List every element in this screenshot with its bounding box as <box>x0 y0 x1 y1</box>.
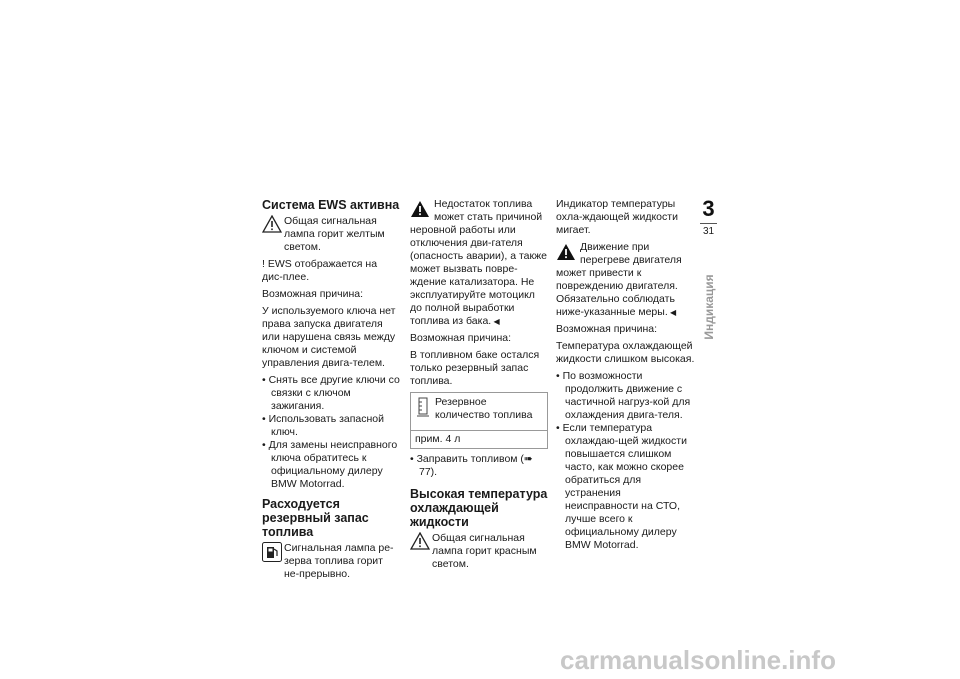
possible-cause-label: Возможная причина: <box>262 288 364 300</box>
heading-coolant: Высокая температура охлаждающей жидкости <box>410 487 548 529</box>
warning-triangle-icon <box>410 532 430 550</box>
chapter-number: 3 <box>702 196 715 221</box>
lamp-general-red <box>410 532 548 571</box>
warning-triangle-icon <box>262 215 282 233</box>
list-item: • Заправить топливом (➠ 77). <box>410 453 548 479</box>
warning-triangle-filled-icon <box>410 200 430 218</box>
overheat-warning <box>556 241 696 319</box>
warning-triangle-filled-icon <box>556 243 576 261</box>
ews-bullets <box>262 374 400 491</box>
heading-ews: Система EWS активна <box>262 198 400 212</box>
spec-header <box>411 393 547 430</box>
heading-fuel-reserve: Расходуется резервный запас топлива <box>262 497 369 539</box>
cause-text: Температура охлаждающей жидкости слишком высокая. <box>556 340 695 365</box>
list-item: • Для замены неисправного ключа обратитесь к официальному дилеру BMW Motorrad. <box>262 439 400 491</box>
overheat-warning-text: Движение при перегреве двигателя может привести к повреждению двигателя. Обязательно соблюдать ниже-указанные меры. ◀ <box>556 241 682 318</box>
ews-display-text: ! EWS отображается на дис-плее. <box>262 258 378 283</box>
section-label <box>700 272 717 342</box>
spec-label: Резервное количество топлива <box>435 396 533 421</box>
possible-cause-label: Возможная причина: <box>556 323 658 335</box>
tab-divider <box>700 223 717 224</box>
lamp3-text: Общая сигнальная лампа горит красным светом. <box>432 532 537 570</box>
watermark: carmanualsonline.info <box>560 645 836 675</box>
spec-value: прим. 4 л <box>411 430 547 448</box>
fuel-bullets <box>410 453 548 479</box>
coolant-indicator-text: Индикатор температуры охла-ждающей жидкости мигает. <box>556 198 678 236</box>
chapter-tab <box>700 197 717 237</box>
lamp-fuel-reserve <box>262 542 400 581</box>
fuel-warning-text: Недостаток топлива может стать причиной неровной работы или отключения дви-гателя (опасность аварии), а также может вызвать повре-ждение катализатора. <box>410 198 547 288</box>
list-item: • По возможности продолжить движение с частичной нагруз-кой для охлаждения двига-теля. <box>556 370 696 422</box>
page-number: 31 <box>702 226 715 237</box>
fuel-warning <box>410 198 548 328</box>
column-3 <box>556 198 696 556</box>
fuel-gauge-icon <box>416 397 430 417</box>
column-2 <box>410 198 548 575</box>
cause-text: В топливном баке остался только резервный запас топлива. <box>410 349 540 387</box>
list-item: • Если температура охлаждаю-щей жидкости повышается слишком часто, как можно скорее обратиться для устранения неисправности на СТО, лучше всего к официальному дилеру BMW Motorrad. <box>556 422 696 552</box>
lamp1-text: Общая сигнальная лампа горит желтым светом. <box>284 215 385 253</box>
lamp2-text: Сигнальная лампа ре-зерва топлива горит не-прерывно. <box>284 542 394 580</box>
section-title: Индикация <box>701 274 716 340</box>
fuel-reserve-spec <box>410 392 548 449</box>
column-1 <box>262 198 400 585</box>
fuel-warning-text-2: Не эксплуатируйте мотоцикл до полной выработки топлива из бака. ◀ <box>410 276 535 327</box>
list-item: • Снять все другие ключи со связки с ключом зажигания. <box>262 374 400 413</box>
cause-text: У используемого ключа нет права запуска двигателя или нарушена связь между ключом и системой управления двига-телем. <box>262 305 396 369</box>
coolant-bullets <box>556 370 696 552</box>
fuel-pump-icon <box>262 542 282 562</box>
possible-cause-label: Возможная причина: <box>410 332 512 344</box>
list-item: • Использовать запасной ключ. <box>262 413 400 439</box>
lamp-general-yellow <box>262 215 400 254</box>
